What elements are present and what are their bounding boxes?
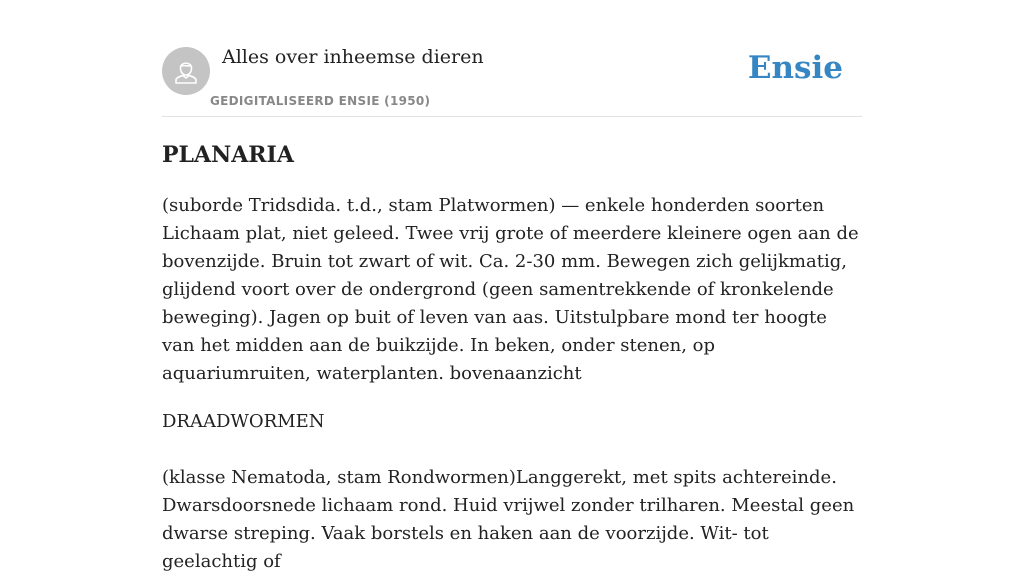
entry-text: (klasse Nematoda, stam Rondwormen)Langgerekt, met spits achtereinde. Dwarsdoorsnede lichaam rond. Huid vrijwel zonder trilharen. Meestal geen dwarse streping. Vaak borstels en haken aan de voorzijde. Wit- tot geelachtig of — [162, 467, 855, 572]
entry-text: (suborde Tridsdida. t.d., stam Platwormen) — enkele honderden soorten Lichaam plat, niet geleed. Twee vrij grote of meerdere kleinere ogen aan de bovenzijde. Bruin tot zwart of wit. Ca. 2-30 mm. Bewegen zich gelijkmatig, glijdend voort over de ondergrond (geen samentrekkende of kronkelende beweging). Jagen op buit of leven van aas. Uitstulpbare mond ter hoogte van het midden aan de buikzijde. In beken, onder stenen, op aquariumruiten, waterplanten. bovenaanzicht — [162, 195, 859, 384]
source-header — [162, 0, 862, 117]
source-subtitle: GEDIGITALISEERD ENSIE (1950) — [210, 94, 431, 108]
source-title[interactable]: Alles over inheemse dieren — [222, 46, 484, 68]
brand-logo[interactable]: Ensie — [747, 50, 843, 86]
avatar[interactable] — [162, 47, 210, 95]
entry-term: PLANARIA — [162, 142, 294, 168]
entry-term: DRAADWORMEN — [162, 411, 325, 432]
article-content — [162, 140, 862, 576]
user-icon — [162, 47, 210, 95]
